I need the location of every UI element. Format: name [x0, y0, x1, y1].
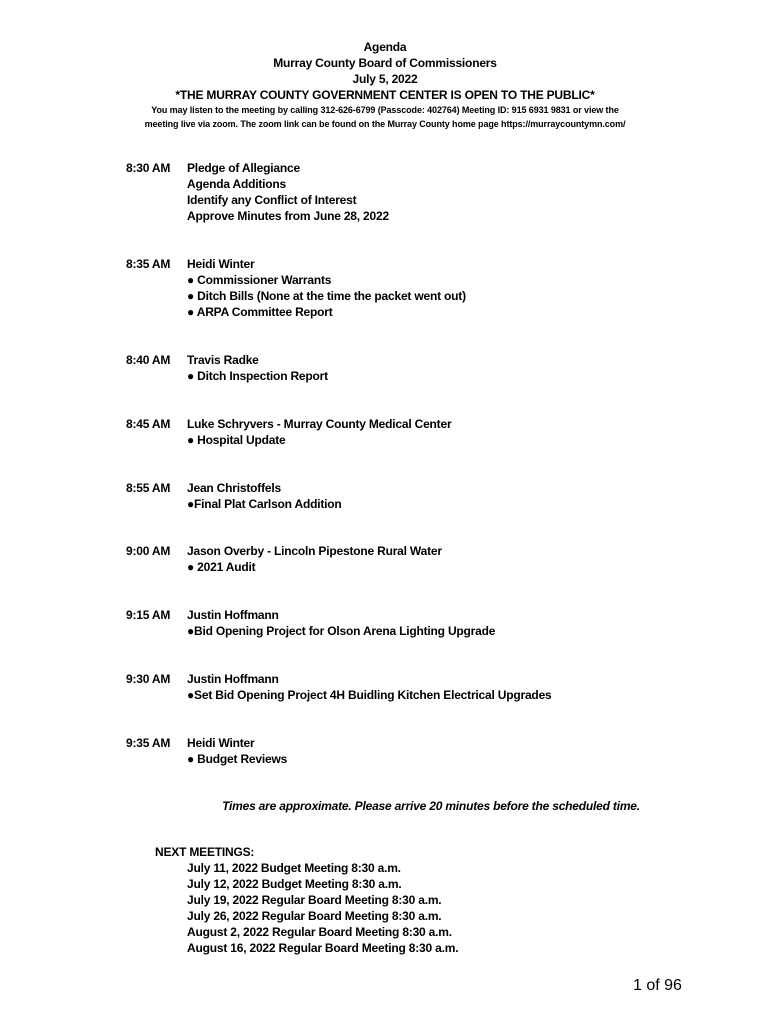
header-call-info: You may listen to the meeting by calling 312-626-6799 (Passcode: 402764) Meeting ID: 915 6931 9831 or view the [151, 105, 619, 115]
agenda-line: Jason Overby - Lincoln Pipestone Rural Water [187, 544, 442, 558]
agenda-time: 8:30 AM [126, 161, 171, 175]
agenda-lines [187, 543, 747, 575]
meeting-item: July 12, 2022 Budget Meeting 8:30 a.m. [187, 877, 402, 891]
agenda-line: Heidi Winter [187, 257, 255, 271]
agenda-line: Jean Christoffels [187, 481, 281, 495]
header-public-notice: *THE MURRAY COUNTY GOVERNMENT CENTER IS OPEN TO THE PUBLIC* [175, 88, 595, 102]
agenda-line: Luke Schryvers - Murray County Medical Center [187, 417, 452, 431]
agenda-line: ● Commissioner Warrants [187, 273, 332, 287]
agenda-line: ● Ditch Inspection Report [187, 369, 328, 383]
document-header [0, 39, 770, 131]
agenda-lines [187, 256, 747, 320]
agenda-time: 8:55 AM [126, 481, 171, 495]
meeting-item: August 2, 2022 Regular Board Meeting 8:30 a.m. [187, 925, 452, 939]
next-meetings-title: NEXT MEETINGS: [155, 845, 255, 859]
agenda-lines [187, 352, 747, 384]
next-meetings-list [187, 860, 458, 956]
agenda-line: ●Bid Opening Project for Olson Arena Lighting Upgrade [187, 624, 496, 638]
agenda-line: Travis Radke [187, 353, 259, 367]
agenda-line: Justin Hoffmann [187, 672, 279, 686]
agenda-line: Justin Hoffmann [187, 608, 279, 622]
agenda-time: 8:45 AM [126, 417, 171, 431]
agenda-line: Identify any Conflict of Interest [187, 193, 357, 207]
meeting-item: July 19, 2022 Regular Board Meeting 8:30 a.m. [187, 893, 442, 907]
agenda-line: ●Final Plat Carlson Addition [187, 497, 342, 511]
agenda-lines [187, 607, 747, 639]
agenda-lines [187, 416, 747, 448]
agenda-time: 9:00 AM [126, 544, 171, 558]
meeting-item: July 26, 2022 Regular Board Meeting 8:30 a.m. [187, 909, 442, 923]
agenda-line: ● Budget Reviews [187, 752, 288, 766]
agenda-lines [187, 735, 747, 767]
agenda-line: Pledge of Allegiance [187, 161, 300, 175]
agenda-line: Agenda Additions [187, 177, 287, 191]
agenda-line: Approve Minutes from June 28, 2022 [187, 209, 389, 223]
agenda-time: 9:35 AM [126, 736, 171, 750]
agenda-line: ● 2021 Audit [187, 560, 256, 574]
arrival-note: Times are approximate. Please arrive 20 minutes before the scheduled time. [222, 799, 640, 813]
agenda-lines [187, 160, 747, 224]
page-number: 1 of 96 [633, 977, 682, 994]
agenda-line: ● ARPA Committee Report [187, 305, 333, 319]
agenda-line: ● Hospital Update [187, 433, 286, 447]
header-zoom-info: meeting live via zoom. The zoom link can be found on the Murray County home page https://murraycountymn.com/ [144, 119, 626, 129]
agenda-time: 8:35 AM [126, 257, 171, 271]
header-date: July 5, 2022 [352, 72, 418, 86]
agenda-time: 9:15 AM [126, 608, 171, 622]
agenda-line: Heidi Winter [187, 736, 255, 750]
meeting-item: August 16, 2022 Regular Board Meeting 8:30 a.m. [187, 941, 459, 955]
agenda-lines [187, 671, 747, 703]
agenda-line: ● Ditch Bills (None at the time the packet went out) [187, 289, 466, 303]
header-board-name: Murray County Board of Commissioners [273, 56, 497, 70]
agenda-line: ●Set Bid Opening Project 4H Buidling Kitchen Electrical Upgrades [187, 688, 552, 702]
agenda-time: 9:30 AM [126, 672, 171, 686]
agenda-lines [187, 480, 747, 512]
header-title: Agenda [363, 40, 407, 54]
agenda-time: 8:40 AM [126, 353, 171, 367]
meeting-item: July 11, 2022 Budget Meeting 8:30 a.m. [187, 861, 401, 875]
